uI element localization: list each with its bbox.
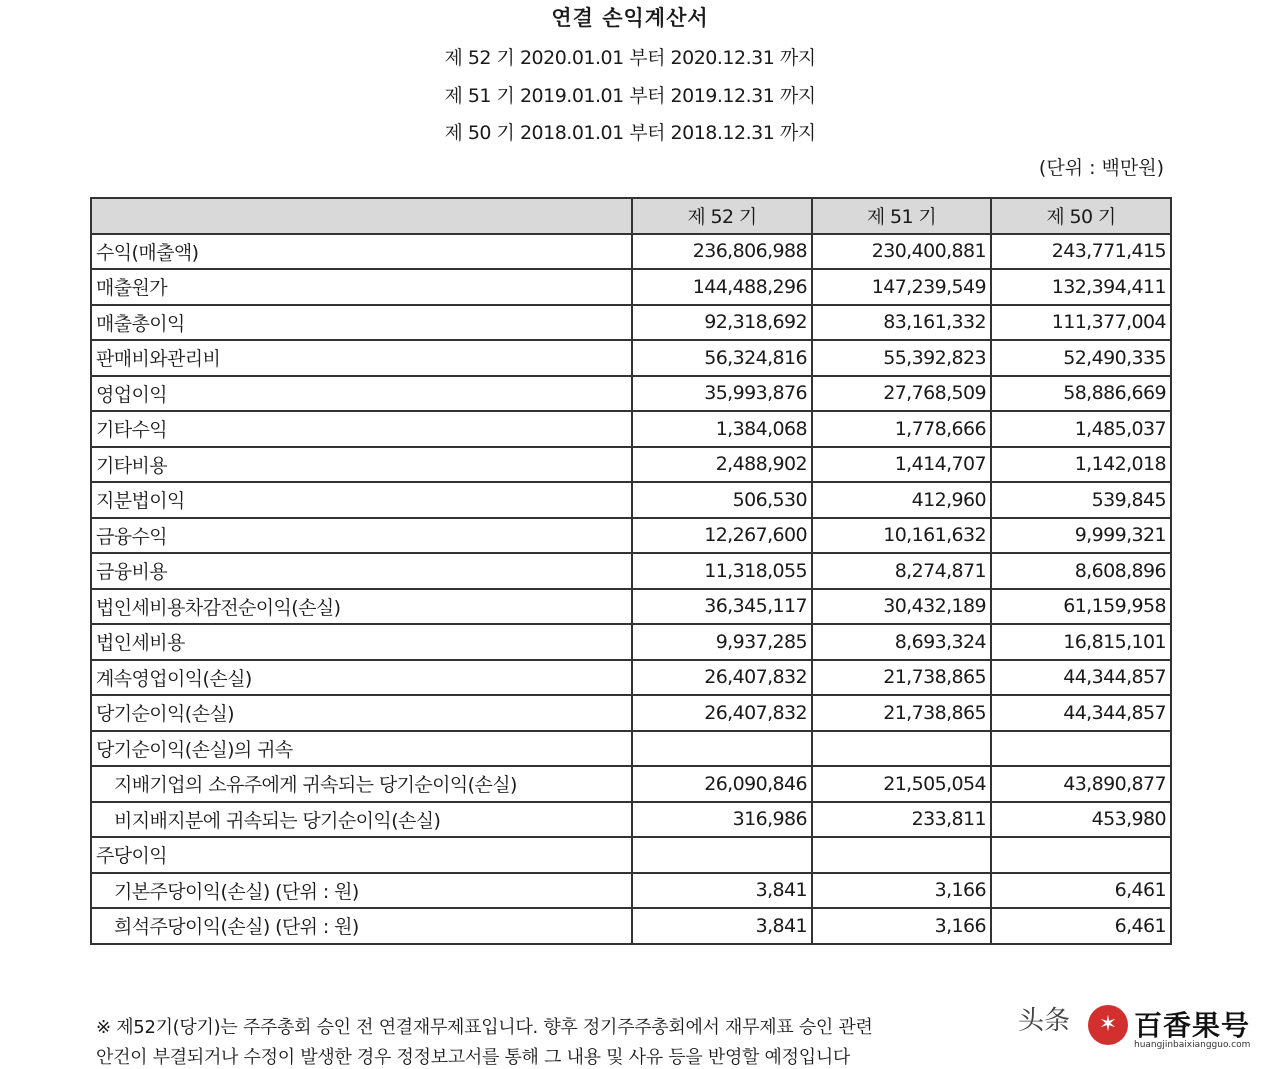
table-row — [91, 234, 1171, 270]
value-cell: 21,738,865 — [812, 660, 991, 696]
value-cell: 9,937,285 — [632, 624, 812, 660]
value-cell: 6,461 — [991, 873, 1171, 909]
value-cell: 506,530 — [632, 482, 812, 518]
footnote-line-2: 안건이 부결되거나 수정이 발생한 경우 정정보고서를 통해 그 내용 및 사유 등을 반영할 예정입니다 — [96, 1047, 850, 1068]
value-cell: 539,845 — [991, 482, 1171, 518]
row-label: 당기순이익(손실)의 귀속 — [91, 731, 632, 767]
value-cell: 3,166 — [812, 873, 991, 909]
column-header: 제 52 기 — [632, 198, 812, 234]
table-row — [91, 269, 1171, 305]
value-cell: 316,986 — [632, 802, 812, 838]
value-cell — [632, 837, 812, 873]
value-cell: 9,999,321 — [991, 518, 1171, 554]
value-cell: 26,090,846 — [632, 766, 812, 802]
value-cell: 3,841 — [632, 873, 812, 909]
row-label: 금융비용 — [91, 553, 632, 589]
value-cell: 412,960 — [812, 482, 991, 518]
value-cell: 132,394,411 — [991, 269, 1171, 305]
statement-title: 연결 손익계산서 — [551, 6, 709, 30]
value-cell: 1,414,707 — [812, 447, 991, 483]
value-cell: 144,488,296 — [632, 269, 812, 305]
table-row — [91, 340, 1171, 376]
period-50: 제 50 기 2018.01.01 부터 2018.12.31 까지 — [444, 122, 816, 144]
table-row — [91, 482, 1171, 518]
watermark-brand-url: huangjinbaixiangguo.com — [1134, 1040, 1251, 1050]
value-cell: 6,461 — [991, 908, 1171, 944]
row-label: 지배기업의 소유주에게 귀속되는 당기순이익(손실) — [91, 766, 632, 802]
table-row — [91, 589, 1171, 625]
value-cell: 1,485,037 — [991, 411, 1171, 447]
table-row — [91, 518, 1171, 554]
row-label: 기타수익 — [91, 411, 632, 447]
value-cell: 233,811 — [812, 802, 991, 838]
row-label: 희석주당이익(손실) (단위 : 원) — [91, 908, 632, 944]
value-cell: 1,384,068 — [632, 411, 812, 447]
footnote-line-1: ※ 제52기(당기)는 주주총회 승인 전 연결재무제표입니다. 향후 정기주주총회에서 재무제표 승인 관련 — [96, 1017, 873, 1038]
period-51: 제 51 기 2019.01.01 부터 2019.12.31 까지 — [444, 85, 816, 107]
income-statement-table — [90, 197, 1172, 945]
value-cell: 1,778,666 — [812, 411, 991, 447]
value-cell: 92,318,692 — [632, 305, 812, 341]
row-label: 당기순이익(손실) — [91, 695, 632, 731]
row-label: 매출원가 — [91, 269, 632, 305]
value-cell: 61,159,958 — [991, 589, 1171, 625]
period-52: 제 52 기 2020.01.01 부터 2020.12.31 까지 — [444, 47, 816, 69]
table-row — [91, 624, 1171, 660]
value-cell: 8,608,896 — [991, 553, 1171, 589]
watermark-brand-name: 百香果号 — [1134, 1009, 1251, 1042]
value-cell — [991, 837, 1171, 873]
value-cell: 44,344,857 — [991, 695, 1171, 731]
table-row — [91, 447, 1171, 483]
column-header: 제 51 기 — [812, 198, 991, 234]
value-cell: 8,274,871 — [812, 553, 991, 589]
value-cell: 12,267,600 — [632, 518, 812, 554]
value-cell: 243,771,415 — [991, 234, 1171, 270]
table-row — [91, 802, 1171, 838]
row-label: 금융수익 — [91, 518, 632, 554]
row-label: 수익(매출액) — [91, 234, 632, 270]
header-blank-cell — [91, 198, 632, 234]
row-label: 법인세비용차감전순이익(손실) — [91, 589, 632, 625]
row-label: 영업이익 — [91, 376, 632, 412]
value-cell: 2,488,902 — [632, 447, 812, 483]
row-label: 법인세비용 — [91, 624, 632, 660]
table-row — [91, 695, 1171, 731]
row-label: 매출총이익 — [91, 305, 632, 341]
row-label: 계속영업이익(손실) — [91, 660, 632, 696]
table-row — [91, 837, 1171, 873]
value-cell: 3,841 — [632, 908, 812, 944]
value-cell: 111,377,004 — [991, 305, 1171, 341]
watermark-platform-text: 头条 — [1018, 1006, 1071, 1036]
table-row — [91, 411, 1171, 447]
table-row — [91, 908, 1171, 944]
value-cell: 3,166 — [812, 908, 991, 944]
table-row — [91, 731, 1171, 767]
table-row — [91, 873, 1171, 909]
value-cell: 43,890,877 — [991, 766, 1171, 802]
value-cell: 58,886,669 — [991, 376, 1171, 412]
table-header-row — [91, 198, 1171, 234]
table-row — [91, 305, 1171, 341]
value-cell: 453,980 — [991, 802, 1171, 838]
value-cell: 27,768,509 — [812, 376, 991, 412]
row-label: 기본주당이익(손실) (단위 : 원) — [91, 873, 632, 909]
watermark-logo-icon: ✶ — [1088, 1005, 1128, 1045]
row-label: 판매비와관리비 — [91, 340, 632, 376]
value-cell: 30,432,189 — [812, 589, 991, 625]
value-cell: 8,693,324 — [812, 624, 991, 660]
table-row — [91, 553, 1171, 589]
value-cell: 230,400,881 — [812, 234, 991, 270]
row-label: 지분법이익 — [91, 482, 632, 518]
value-cell: 83,161,332 — [812, 305, 991, 341]
value-cell: 52,490,335 — [991, 340, 1171, 376]
value-cell: 1,142,018 — [991, 447, 1171, 483]
row-label: 기타비용 — [91, 447, 632, 483]
value-cell: 21,738,865 — [812, 695, 991, 731]
value-cell: 26,407,832 — [632, 695, 812, 731]
value-cell — [632, 731, 812, 767]
table-row — [91, 660, 1171, 696]
value-cell: 11,318,055 — [632, 553, 812, 589]
value-cell: 56,324,816 — [632, 340, 812, 376]
value-cell — [812, 731, 991, 767]
value-cell: 44,344,857 — [991, 660, 1171, 696]
value-cell: 147,239,549 — [812, 269, 991, 305]
row-label: 주당이익 — [91, 837, 632, 873]
value-cell: 55,392,823 — [812, 340, 991, 376]
value-cell: 236,806,988 — [632, 234, 812, 270]
table-row — [91, 766, 1171, 802]
unit-label: (단위 : 백만원) — [1038, 157, 1164, 179]
value-cell — [812, 837, 991, 873]
value-cell — [991, 731, 1171, 767]
value-cell: 16,815,101 — [991, 624, 1171, 660]
column-header: 제 50 기 — [991, 198, 1171, 234]
value-cell: 36,345,117 — [632, 589, 812, 625]
value-cell: 10,161,632 — [812, 518, 991, 554]
value-cell: 35,993,876 — [632, 376, 812, 412]
table-row — [91, 376, 1171, 412]
value-cell: 21,505,054 — [812, 766, 991, 802]
value-cell: 26,407,832 — [632, 660, 812, 696]
row-label: 비지배지분에 귀속되는 당기순이익(손실) — [91, 802, 632, 838]
